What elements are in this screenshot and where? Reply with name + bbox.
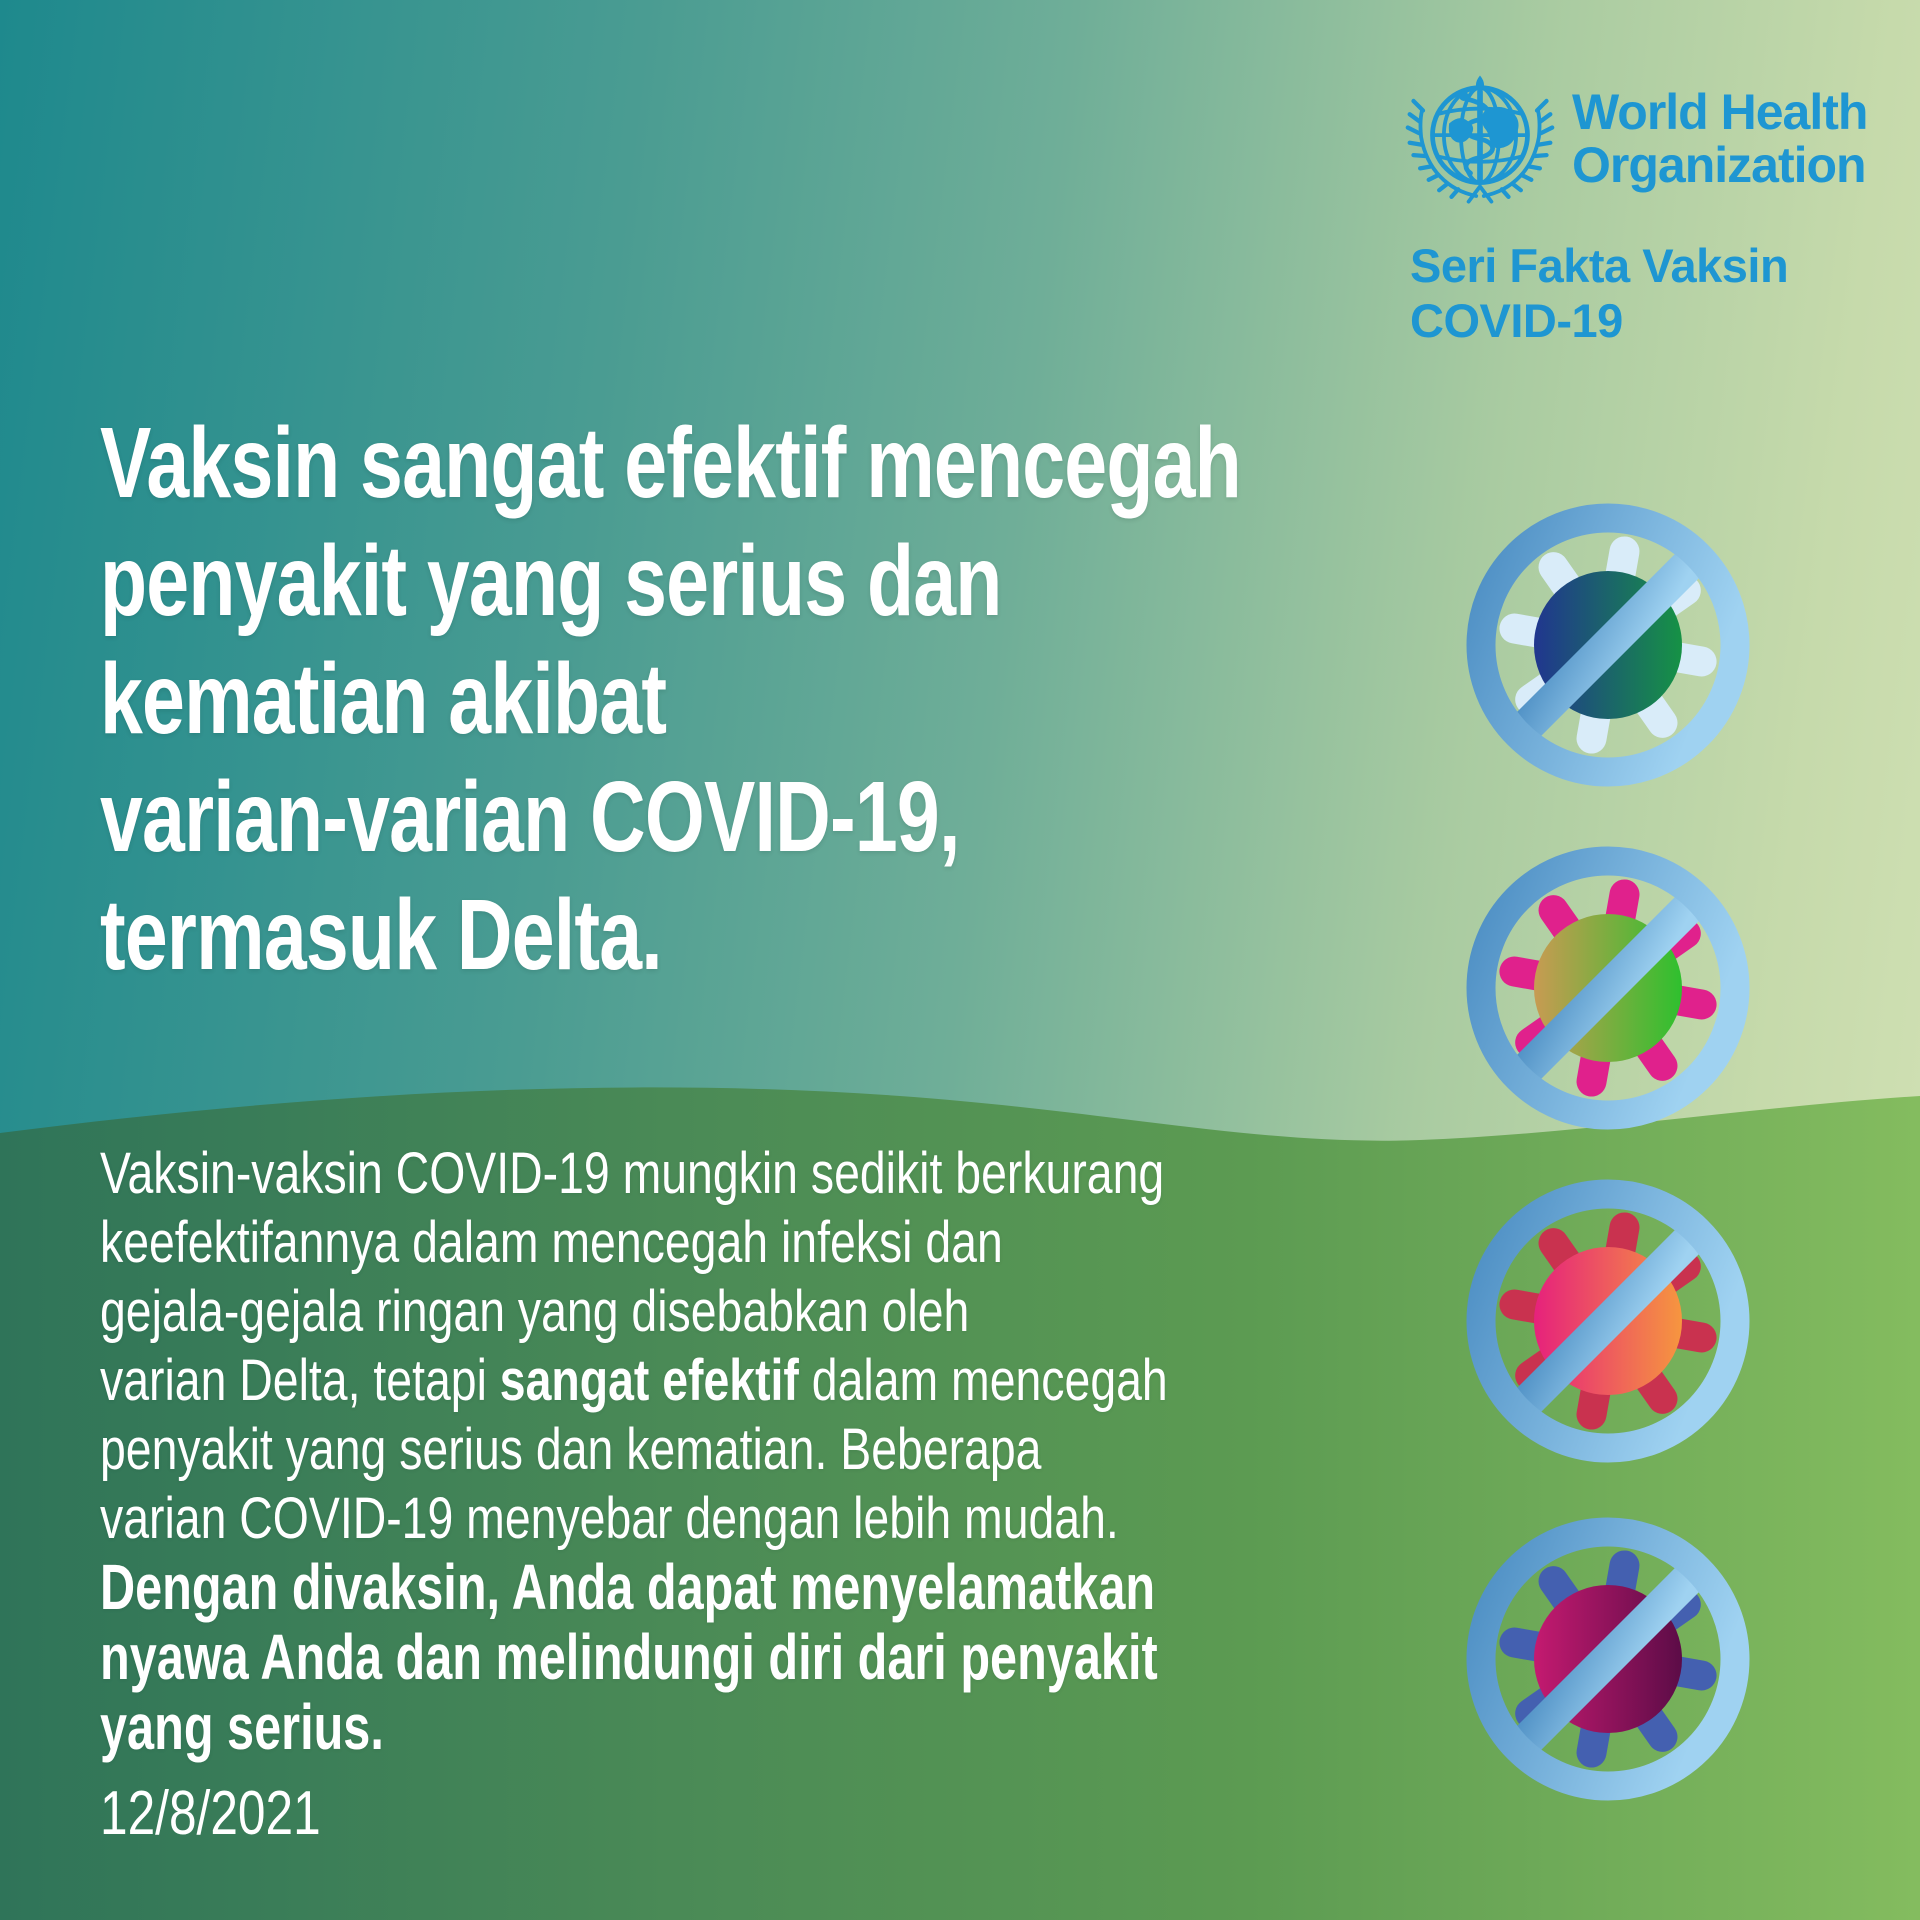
body-paragraph (100, 1139, 1300, 1553)
no-virus-icon-slot-2 (1463, 843, 1753, 1133)
series-title-line2: COVID-19 (1410, 294, 1623, 347)
who-wordmark-line2: Organization (1572, 137, 1866, 193)
no-virus-icon-olive-green (1463, 843, 1753, 1133)
no-virus-icon-pink-orange (1463, 1176, 1753, 1466)
body-line4-post: dalam mencegah (798, 1348, 1168, 1413)
body-line: penyakit yang serius dan kematian. Beberapa (100, 1417, 1042, 1482)
series-title-line1: Seri Fakta Vaksin (1410, 239, 1789, 292)
emphasis-paragraph (100, 1552, 1240, 1762)
series-title (1410, 238, 1788, 348)
emphasis-line: Dengan divaksin, Anda dapat menyelamatkan (100, 1551, 1156, 1623)
who-wordmark (1572, 86, 1867, 192)
no-virus-icon-slot-1 (1463, 500, 1753, 790)
body-line: Vaksin-vaksin COVID-19 mungkin sedikit berkurang (100, 1141, 1165, 1206)
body-line4-pre: varian Delta, tetapi (100, 1348, 500, 1413)
emphasis-line: nyawa Anda dan melindungi diri dari penyakit (100, 1621, 1158, 1693)
headline-line: varian-varian COVID-19, (100, 761, 960, 873)
no-virus-icon-slot-4 (1463, 1514, 1753, 1804)
who-logo-icon (1404, 66, 1556, 210)
date-label: 12/8/2021 (100, 1779, 321, 1848)
no-virus-icon-navy-green (1463, 500, 1753, 790)
headline (100, 404, 1255, 994)
no-virus-icon-magenta-purple (1463, 1514, 1753, 1804)
headline-line: termasuk Delta. (100, 879, 662, 991)
body-line: keefektifannya dalam mencegah infeksi dan (100, 1210, 1003, 1275)
body-line: gejala-gejala ringan yang disebabkan oleh (100, 1279, 970, 1344)
headline-line: penyakit yang serius dan (100, 525, 1002, 637)
body-line (100, 1346, 1300, 1415)
body-line: varian COVID-19 menyebar dengan lebih mudah. (100, 1486, 1119, 1551)
headline-line: Vaksin sangat efektif mencegah (100, 407, 1241, 519)
headline-line: kematian akibat (100, 643, 667, 755)
body-line4-bold: sangat efektif (499, 1348, 799, 1413)
who-wordmark-line1: World Health (1572, 84, 1868, 140)
emphasis-line: yang serius. (100, 1691, 384, 1763)
no-virus-icon-slot-3 (1463, 1176, 1753, 1466)
